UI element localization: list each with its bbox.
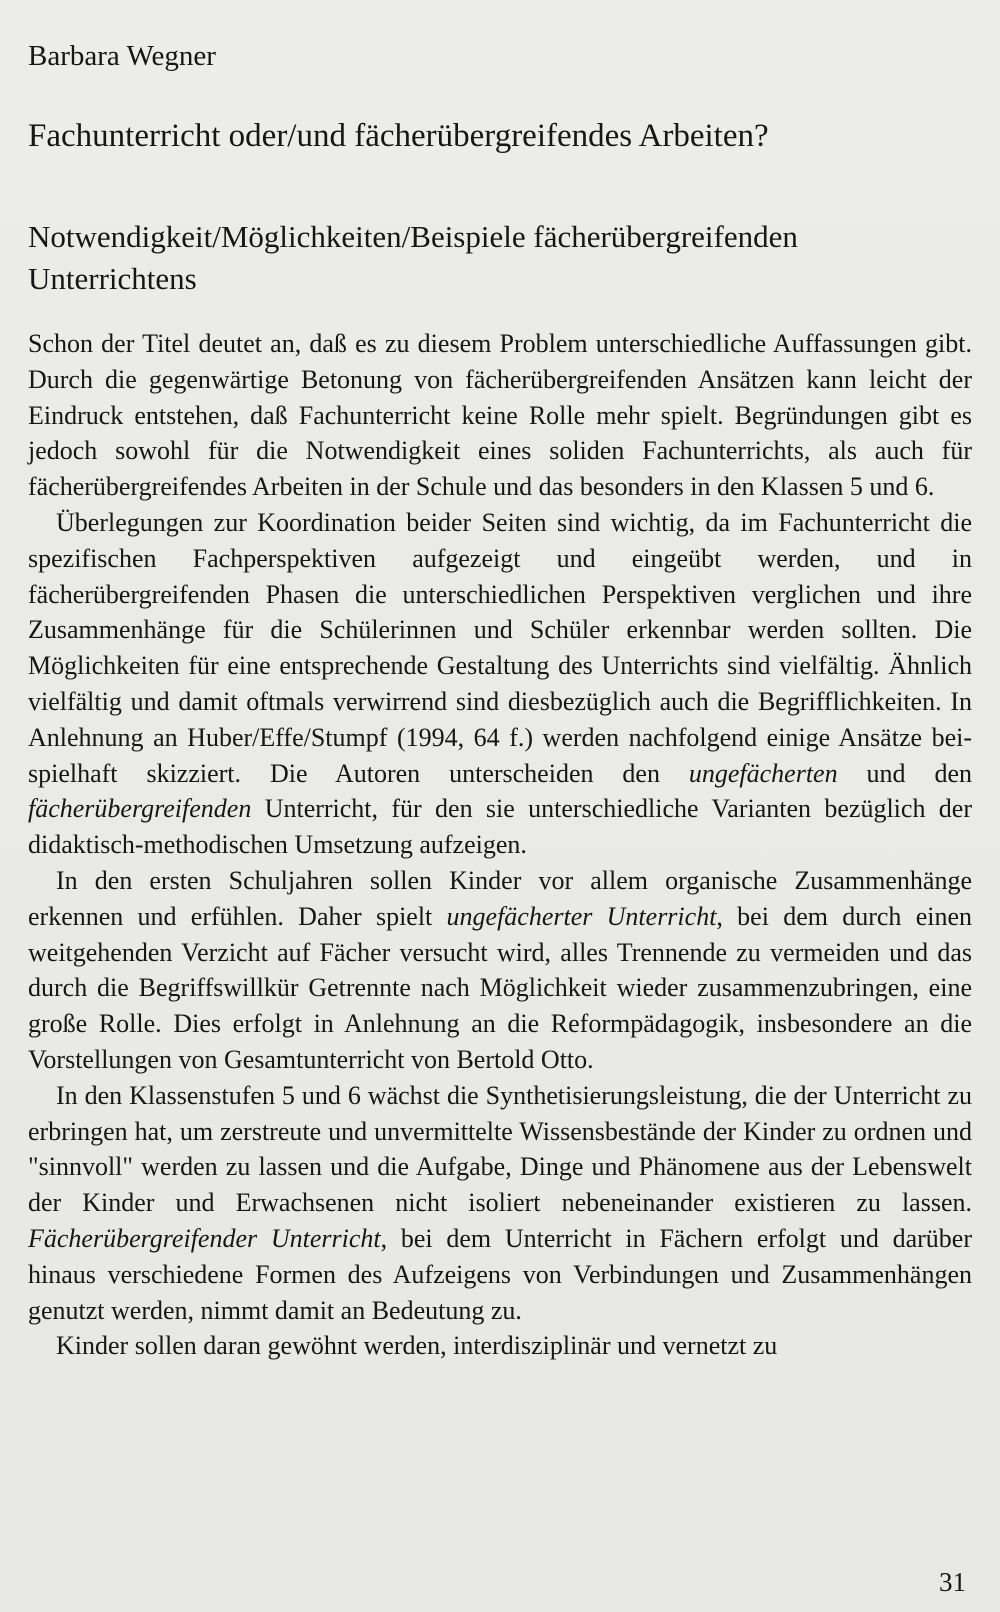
text-run: , bei dem durch einen weitgehenden Verzicht auf Fächer versucht wird, alles Trennende zu vermeiden und das durch die Begriffswillkür Getrennte nach Möglichkeit wieder zusammenzubringen, eine große Rolle. Dies erfolgt in Anlehnung an die Reformpädagogik, insbesondere an die Vorstellungen von Gesamtunterricht von Bertold Otto.: [28, 901, 972, 1074]
article-subtitle: Notwendigkeit/Möglichkeiten/Beispiele fächerübergreifenden Unterrichtens: [28, 219, 798, 296]
text-run: Kinder sollen daran gewöhnt werden, interdisziplinär und vernetzt zu: [56, 1331, 778, 1361]
paragraph: [28, 863, 972, 1078]
article-body: [28, 326, 972, 1364]
text-run: In den Klassenstufen 5 und 6 wächst die Synthetisierungsleistung, die der Unterricht zu erbringen hat, um zerstreute und unvermittelte Wissensbestände der Kinder zu ordnen und "sinnvoll" werden zu lassen und die Aufgabe, Dinge und Phänomene aus der Lebenswelt der Kinder und Erwachsenen nicht isoliert nebeneinander existieren zu lassen.: [28, 1080, 972, 1218]
text-run: , bei dem Unterricht in Fächern erfolgt und darüber hinaus verschiedene Formen des Aufzeigens von Verbindungen und Zusammenhängen genutzt werden, nimmt damit an Bedeutung zu.: [28, 1223, 972, 1325]
text-run: In den ersten Schuljahren sollen Kinder vor allem organische Zusammenhänge erkennen und erfühlen. Daher spielt: [28, 865, 972, 931]
text-run: Überlegungen zur Koordination beider Seiten sind wichtig, da im Fachunterricht die spezifischen Fachperspektiven aufgezeigt und eingeübt werden, und in fächerübergreifenden Phasen die unterschiedlichen Perspektiven verglichen und ihre Zusammenhänge für die Schülerinnen und Schüler erkennbar werden sollten. Die Möglichkeiten für eine entsprechende Gestaltung des Unterrichts sind vielfältig. Ähnlich vielfältig und damit oftmals verwirrend sind diesbezüglich auch die Begrifflichkeiten. In Anlehnung an Huber/Effe/Stumpf (1994, 64 f.) werden nachfolgend einige Ansätze beispielhaft skizziert. Die Autoren unterscheiden den: [28, 507, 972, 788]
text-run: Schon der Titel deutet an, daß es zu diesem Problem unterschiedliche Auffassungen gibt. Durch die gegenwärtige Betonung von fächerübergreifenden Ansätzen kann leicht der Eindruck entstehen, daß Fachunterricht keine Rolle mehr spielt. Begründungen gibt es jedoch sowohl für die Notwendigkeit eines soliden Fachunterrichts, als auch für fächerübergreifendes Arbeiten in der Schule und das besonders in den Klassen 5 und 6.: [28, 329, 972, 502]
emphasized-term: Fächerübergreifender Unterricht: [28, 1223, 381, 1253]
paragraph: [28, 1328, 972, 1364]
text-run: Unterricht, für den sie unterschiedliche Varianten bezüglich der didaktisch-methodischen Umsetzung aufzeigen.: [28, 794, 972, 860]
paragraph: [28, 505, 972, 863]
article-title: Fachunterricht oder/und fächerübergreifendes Arbeiten?: [28, 118, 769, 154]
paragraph: [28, 326, 972, 505]
emphasized-term: fächerübergreifenden: [28, 794, 252, 824]
page-number: 31: [939, 1567, 966, 1597]
emphasized-term: ungefächerten: [688, 758, 838, 788]
paragraph: [28, 1078, 972, 1329]
emphasized-term: ungefächerter Unterricht: [446, 901, 717, 931]
text-run: und den: [837, 758, 972, 788]
author-name: Barbara Wegner: [28, 40, 216, 72]
